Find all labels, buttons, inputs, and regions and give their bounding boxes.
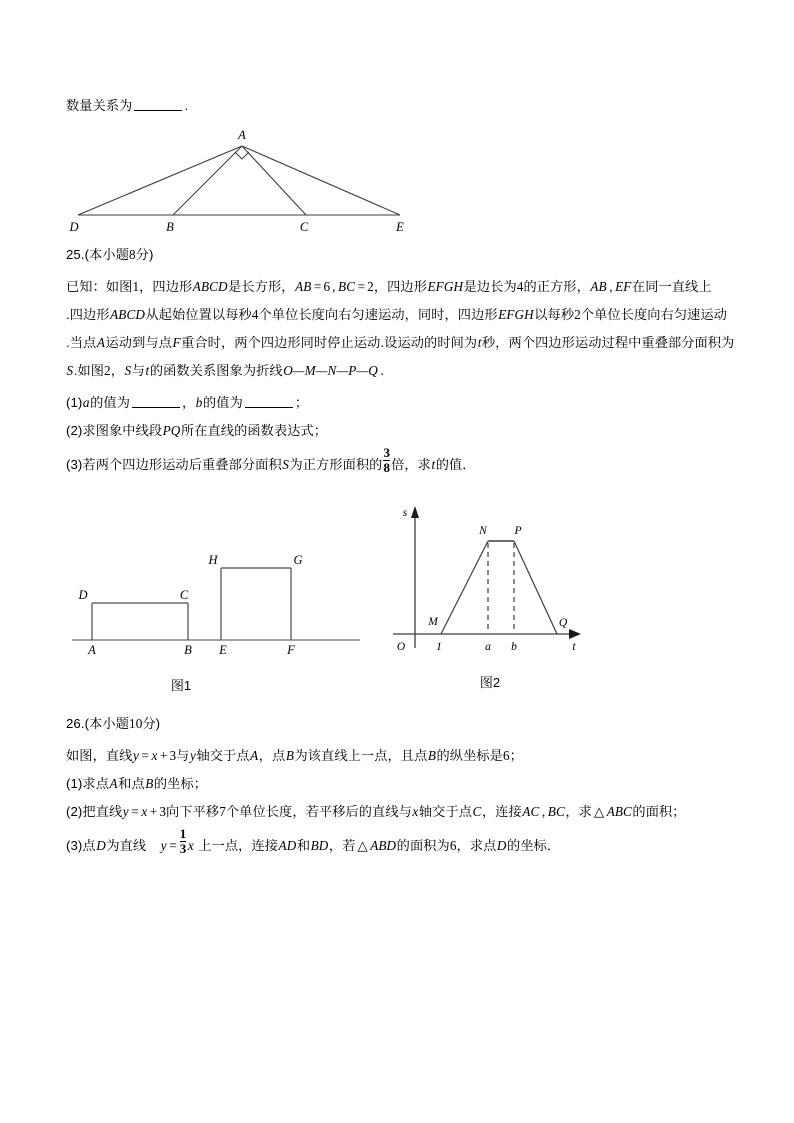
t: BC [338,279,356,294]
t: A [250,748,259,763]
t: 倍，求 [391,457,431,472]
t: S [66,363,74,378]
figure-1 [66,548,366,693]
top-fragment-period: . [184,98,189,113]
t: 7 [219,804,226,819]
t: y [160,838,167,853]
label-E: E [219,643,227,657]
label-B: B [184,643,192,657]
figure-2-svg [385,498,595,663]
t: AB [590,279,607,294]
t: PQ [162,423,181,438]
q26-points-suffix: 分) [142,716,161,731]
q25-points-suffix: 分) [135,247,154,262]
t: ，四边形 [139,279,193,294]
q26-stem [66,742,728,770]
t: 所在直线的函数表达式； [180,423,328,438]
q26-sub-1 [66,770,728,798]
t: 若两个四边形运动后重叠部分面积 [82,457,282,472]
axis-label-t: t [572,641,576,653]
figure-triangle-dbce [60,122,440,234]
t: a [82,395,90,410]
label-P: P [514,525,522,537]
q25-stem-line-1 [66,273,728,301]
q25-stem-line-4 [66,357,728,385]
tick-a: a [485,641,491,653]
t: + [149,804,158,819]
t: 向下平移 [166,804,220,819]
top-fragment-line [66,92,728,120]
triangle-symbol: △ [593,804,605,819]
t: 和 [296,838,311,853]
t: S [124,363,132,378]
label-F: F [287,643,295,657]
q25-points-prefix: (本小题 [84,247,129,262]
t: ，四边形 [373,279,428,294]
t: ABCD [192,279,228,294]
t: = [141,748,149,763]
t: .四边形 [66,307,110,322]
label-G: G [293,553,303,567]
label-C: C [179,588,189,602]
label-B: B [166,220,174,234]
t: ， [110,363,125,378]
label-M: M [428,616,438,628]
q25-points: 8 [129,247,136,262]
t: x [151,748,158,763]
t: 6 [502,748,510,763]
t: AD [278,838,297,853]
t: 求点 [82,776,109,791]
page-content [66,92,728,120]
t: .如图 [73,363,105,378]
t: 的函数关系图象为折线 [149,363,283,378]
t: ； [509,748,523,763]
label-A: A [238,128,246,142]
figure-1-svg [66,548,366,668]
t: EFGH [498,307,534,322]
tick-1: 1 [436,641,442,653]
t: 6 [449,838,457,853]
t: 运动到与点 [105,335,172,350]
t: (3) [66,457,83,472]
t: . [380,363,384,378]
t: 与 [131,363,146,378]
t: 是长方形， [228,279,295,294]
t: B [427,748,437,763]
fraction-denominator: 8 [383,459,391,475]
t: ABD [370,838,397,853]
t: ABCD [110,307,145,322]
t: 的值． [435,457,476,472]
figure-2 [385,498,595,693]
q26-number: 26. [66,716,85,731]
t: 2 [367,279,374,294]
t: 的坐标． [507,838,561,853]
t: 上一点，连接 [198,838,279,853]
t: , [332,279,336,294]
figure-triangle-svg [60,122,440,234]
t: (1) [66,395,83,410]
axis-label-s: s [402,507,408,519]
t: 为直线 [106,838,147,853]
t: 的正方形， [523,279,590,294]
label-C: C [299,220,309,234]
t: ，连接 [481,804,522,819]
t: 以每秒 [534,307,575,322]
q25-sub-2 [66,417,728,445]
t: 在同一直线上 [631,279,712,294]
t: , [609,279,613,294]
t: t [431,457,436,472]
t: 从起始位置以每秒 [145,307,252,322]
question-25-header [66,243,728,267]
t: b [195,395,203,410]
t: 与 [176,748,190,763]
t: 如图，直线 [66,748,133,763]
triangle-symbol: △ [357,838,368,853]
t: 的坐标； [153,776,208,791]
t: + [159,748,168,763]
t: y [189,748,196,763]
t: 6 [323,279,331,294]
t: AC [522,804,540,819]
q25-stem-line-2 [66,301,728,329]
t: BD [310,838,329,853]
t: 把直线 [82,804,123,819]
t: 4 [251,307,259,322]
t: 2 [574,307,581,322]
t: 为正方形面积的 [289,457,383,472]
t: (2) [66,804,83,819]
t: = [313,279,322,294]
label-Q: Q [558,617,568,629]
t: 和点 [118,776,145,791]
q26-sub-2 [66,798,728,826]
t: 3 [159,804,167,819]
t: t [145,363,150,378]
t: ，若 [328,838,356,853]
t: O—M—N—P—Q [283,363,378,378]
fill-blank[interactable] [134,98,182,111]
q25-sub-3 [66,445,728,485]
t: ， [182,395,196,410]
fill-blank-a[interactable] [132,395,180,408]
t: EF [615,279,632,294]
t: D [496,838,507,853]
fraction-one-third [179,827,188,856]
t: C [472,804,482,819]
t: = [357,279,366,294]
t: 已知：如图 [66,279,133,294]
q25-sub-1 [66,389,728,417]
t: ABC [606,804,632,819]
t: x [187,838,194,853]
t: B [285,748,294,763]
t: 个单位长度，若平移后的直线与 [225,804,412,819]
q26-sub-3 [66,826,728,866]
t: = [131,804,139,819]
q26-points-prefix: (本小题 [84,716,129,731]
label-N: N [479,525,487,537]
t: 的纵坐标是 [436,748,503,763]
t: 为该直线上一点，且点 [294,748,428,763]
t: 求图象中线段 [82,423,163,438]
t: EFGH [427,279,464,294]
label-O: O [396,641,406,653]
fraction-denominator: 3 [179,840,187,856]
t: 个单位长度向右匀速运动，同时，四边形 [258,307,498,322]
t: 重合时，两个四边形同时停止运动 [181,335,381,350]
tick-b: b [511,641,517,653]
t: 轴交于点 [196,748,250,763]
label-H: H [208,553,218,567]
t: F [172,335,181,350]
t: = [169,838,177,853]
q26-points: 10 [129,716,143,731]
t: .当点 [66,335,97,350]
t: y [122,804,129,819]
t: ，点 [258,748,286,763]
t: .设运动的时间为 [380,335,478,350]
fraction-three-eighths [382,446,391,475]
t: A [109,776,118,791]
label-A: A [88,643,96,657]
t: 个单位长度向右匀速运动 [580,307,727,322]
t: B [145,776,154,791]
t: ； [294,395,309,410]
figure-2-caption: 图2 [479,675,501,690]
t: 的值为 [90,395,130,410]
t: 3 [169,748,177,763]
t: 秒，两个四边形运动过程中重叠部分面积为 [481,335,735,350]
t: ，求 [565,804,592,819]
t: BC [547,804,565,819]
t: 点 [82,838,96,853]
t: 2 [104,363,111,378]
t: 轴交于点 [418,804,473,819]
t: A [96,335,105,350]
t: , [541,804,546,819]
t: t [477,335,482,350]
t: x [412,804,419,819]
fraction-numerator: 3 [383,444,391,460]
t: (1) [66,776,83,791]
t: 的面积为 [396,838,450,853]
t: 是边长为 [463,279,517,294]
label-D: D [69,220,79,234]
fill-blank-b[interactable] [245,395,293,408]
t: S [282,457,289,472]
top-fragment-text: 数量关系为 [66,98,133,113]
t: 4 [516,279,524,294]
t: AB [295,279,312,294]
fraction-numerator: 1 [179,825,187,841]
t: 的值为 [203,395,243,410]
question-25-block [66,243,735,485]
label-D: D [78,588,88,602]
t: y [132,748,139,763]
label-E: E [396,220,404,234]
t: x [141,804,148,819]
t: (3) [66,838,83,853]
t: 的面积； [632,804,686,819]
q25-stem-line-3 [66,329,735,357]
t: ，求点 [456,838,497,853]
t: (2) [66,423,83,438]
figure-1-caption: 图1 [170,678,192,693]
question-26-block [66,712,728,866]
question-26-header [66,712,728,736]
t: D [96,838,106,853]
q25-number: 25. [66,247,85,262]
t: 1 [132,279,140,294]
